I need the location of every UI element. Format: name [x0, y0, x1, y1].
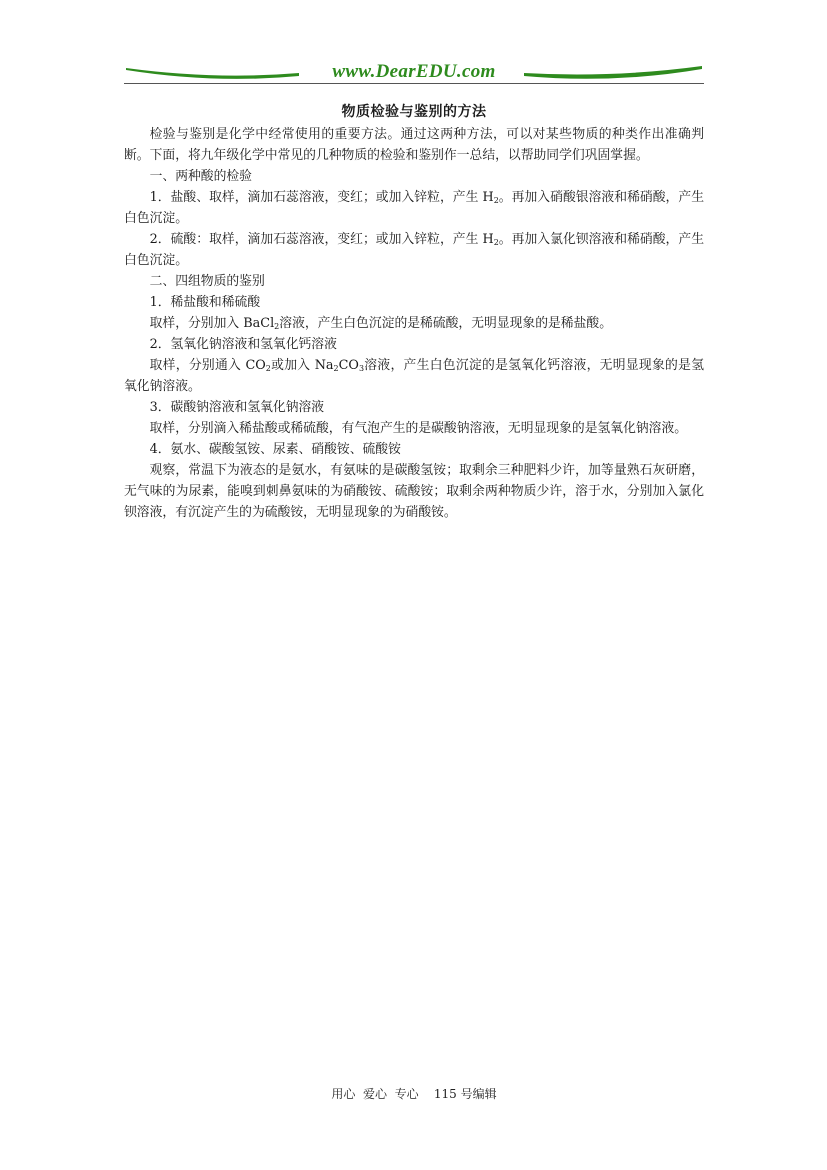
- site-header: [124, 58, 704, 86]
- document-body: [124, 124, 704, 523]
- section-heading: 二、四组物质的鉴别: [149, 274, 265, 289]
- page-footer: 用心 爱心 专心 115 号编辑: [331, 1087, 497, 1101]
- header-divider: [124, 83, 704, 84]
- body-paragraph: 取样，分别加入 BaCl$_2$溶液，产生白色沉淀的是稀硫酸，无明显现象的是稀盐酸。: [149, 316, 612, 331]
- body-paragraph: 观察，常温下为液态的是氨水，有氨味的是碳酸氢铵；取剩余三种肥料少许，加等量熟石灰研磨，无气味的为尿素，能嗅到刺鼻氨味的为硝酸铵、硫酸铵；取剩余两种物质少许，溶于水，分别加入氯化钡溶液，有沉淀产生的为硫酸铵，无明显现象的为硝酸铵。: [124, 463, 704, 520]
- subsection-heading: 2．氢氧化钠溶液和氢氧化钙溶液: [149, 337, 337, 352]
- section-heading: 一、两种酸的检验: [149, 169, 252, 184]
- site-logo-text[interactable]: www.DearEDU.com: [332, 61, 496, 82]
- subsection-heading: 1．稀盐酸和稀硫酸: [149, 295, 261, 310]
- body-paragraph: 取样，分别通入 $CO_2$或加入 $Na_2CO_3$溶液，产生白色沉淀的是氢氧化钙溶液，无明显现象的是氢氧化钠溶液。: [124, 358, 705, 394]
- subsection-heading: 4．氨水、碳酸氢铵、尿素、硝酸铵、硫酸铵: [149, 442, 401, 457]
- body-paragraph: 取样，分别滴入稀盐酸或稀硫酸，有气泡产生的是碳酸钠溶液，无明显现象的是氢氧化钠溶液。: [149, 421, 688, 436]
- intro-paragraph: 检验与鉴别是化学中经常使用的重要方法。通过这两种方法，可以对某些物质的种类作出准确判断。下面，将九年级化学中常见的几种物质的检验和鉴别作一总结，以帮助同学们巩固掌握。: [124, 127, 704, 163]
- list-item: 1．盐酸、取样，滴加石蕊溶液，变红；或加入锌粒，产生 $H_2$。再加入硝酸银溶液和稀硝酸，产生白色沉淀。: [124, 190, 705, 226]
- document-title: 物质检验与鉴别的方法: [341, 104, 487, 120]
- subsection-heading: 3．碳酸钠溶液和氢氧化钠溶液: [149, 400, 325, 415]
- list-item: 2．硫酸：取样，滴加石蕊溶液，变红；或加入锌粒，产生 $H_2$。再加入氯化钡溶液和稀硝酸，产生白色沉淀。: [124, 232, 705, 268]
